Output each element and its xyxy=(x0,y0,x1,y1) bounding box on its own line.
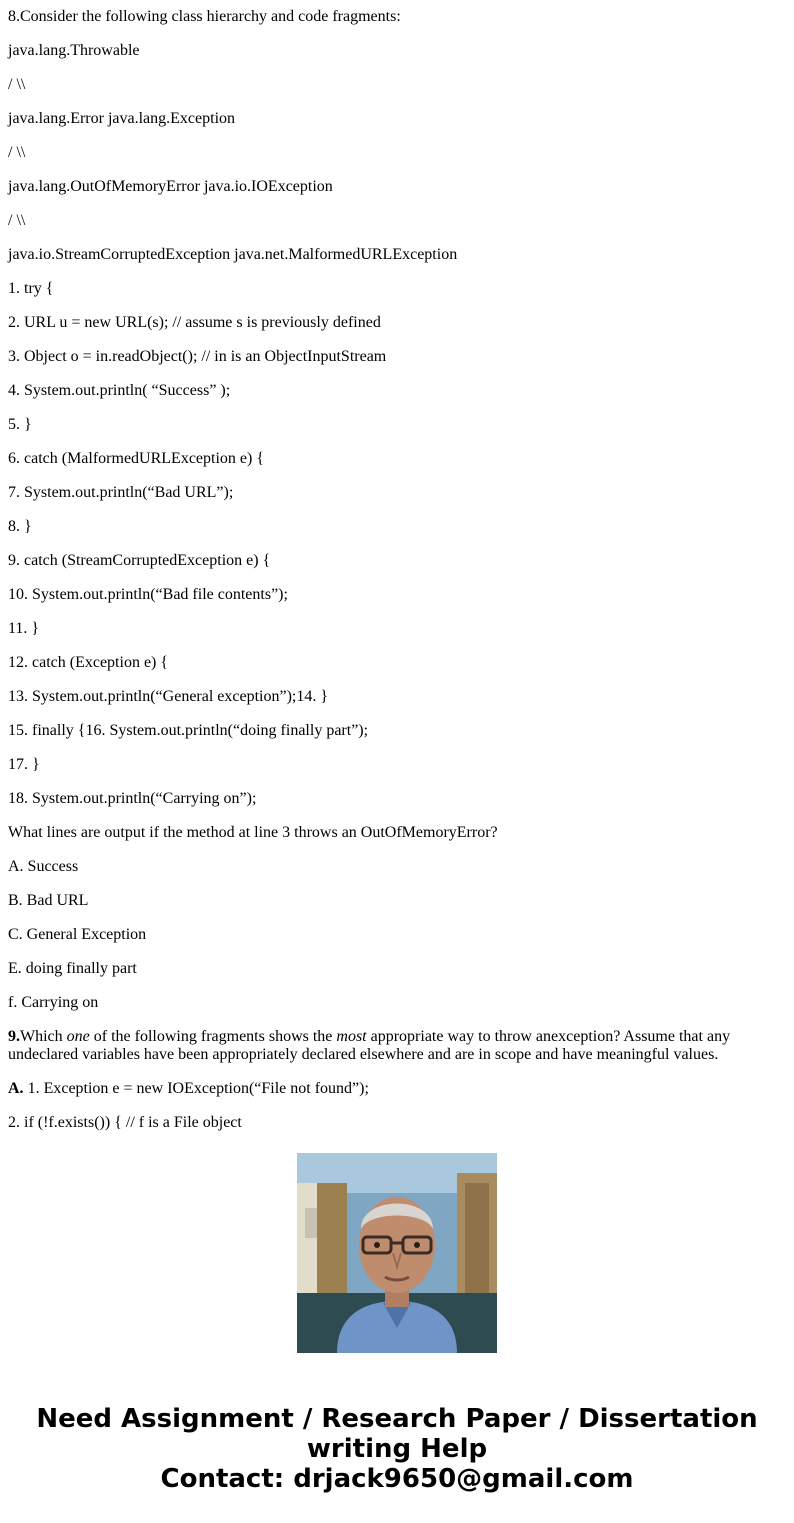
answer-option: E. doing finally part xyxy=(8,960,137,977)
code-line: 5. } xyxy=(8,416,32,433)
hierarchy-line: java.lang.OutOfMemoryError java.io.IOException xyxy=(8,178,333,195)
promo-footer xyxy=(0,1404,794,1494)
hierarchy-line: java.io.StreamCorruptedException java.net.MalformedURLException xyxy=(8,246,458,263)
code-line: 18. System.out.println(“Carrying on”); xyxy=(8,790,257,807)
hierarchy-line: java.lang.Throwable xyxy=(8,42,140,59)
hierarchy-line: / \\ xyxy=(8,144,26,161)
question-9-number: 9. xyxy=(8,1028,20,1045)
code-line: 17. } xyxy=(8,756,40,773)
code-line: 2. URL u = new URL(s); // assume s is previously defined xyxy=(8,314,381,331)
answer-option: f. Carrying on xyxy=(8,994,99,1011)
question-8-prompt: 8.Consider the following class hierarchy and code fragments: xyxy=(8,8,401,25)
code-line: 6. catch (MalformedURLException e) { xyxy=(8,450,265,467)
answer-option: C. General Exception xyxy=(8,926,147,943)
author-photo xyxy=(297,1153,497,1353)
code-line: 9. catch (StreamCorruptedException e) { xyxy=(8,552,271,569)
code-line: 12. catch (Exception e) { xyxy=(8,654,169,671)
code-line: 15. finally {16. System.out.println(“doing finally part”); xyxy=(8,722,369,739)
emphasis: most xyxy=(336,1028,367,1045)
code-line: 3. Object o = in.readObject(); // in is an ObjectInputStream xyxy=(8,348,387,365)
footer-line: writing Help xyxy=(306,1434,488,1464)
code-line: 10. System.out.println(“Bad file contents”); xyxy=(8,586,288,603)
hierarchy-line: / \\ xyxy=(8,212,26,229)
question-8-text: What lines are output if the method at line 3 throws an OutOfMemoryError? xyxy=(8,824,498,841)
contact-email: Contact: drjack9650@gmail.com xyxy=(160,1464,634,1494)
question-9-prompt: 9.Which one of the following fragments shows the most appropriate way to throw anexception? Assume that any undeclared variables have been appropriately declared elsewhere and are in scope and have meaningful values. xyxy=(8,1028,731,1063)
hierarchy-line: java.lang.Error java.lang.Exception xyxy=(8,110,236,127)
truncated-line: 2. if (!f.exists()) { // f is a File object xyxy=(8,1114,242,1131)
code-line: 13. System.out.println(“General exception”);14. } xyxy=(8,688,329,705)
question-9-option-a: A. 1. Exception e = new IOException(“File not found”); xyxy=(8,1080,369,1097)
code-line: 7. System.out.println(“Bad URL”); xyxy=(8,484,234,501)
portrait-image xyxy=(297,1153,497,1353)
option-label: A. xyxy=(8,1080,24,1097)
code-line: 8. } xyxy=(8,518,32,535)
code-line: 1. try { xyxy=(8,280,54,297)
emphasis: one xyxy=(66,1028,90,1045)
answer-option: A. Success xyxy=(8,858,79,875)
code-line: 11. } xyxy=(8,620,40,637)
code-line: 4. System.out.println( “Success” ); xyxy=(8,382,231,399)
footer-line: Need Assignment / Research Paper / Dissertation xyxy=(36,1404,758,1434)
hierarchy-line: / \\ xyxy=(8,76,26,93)
answer-option: B. Bad URL xyxy=(8,892,89,909)
